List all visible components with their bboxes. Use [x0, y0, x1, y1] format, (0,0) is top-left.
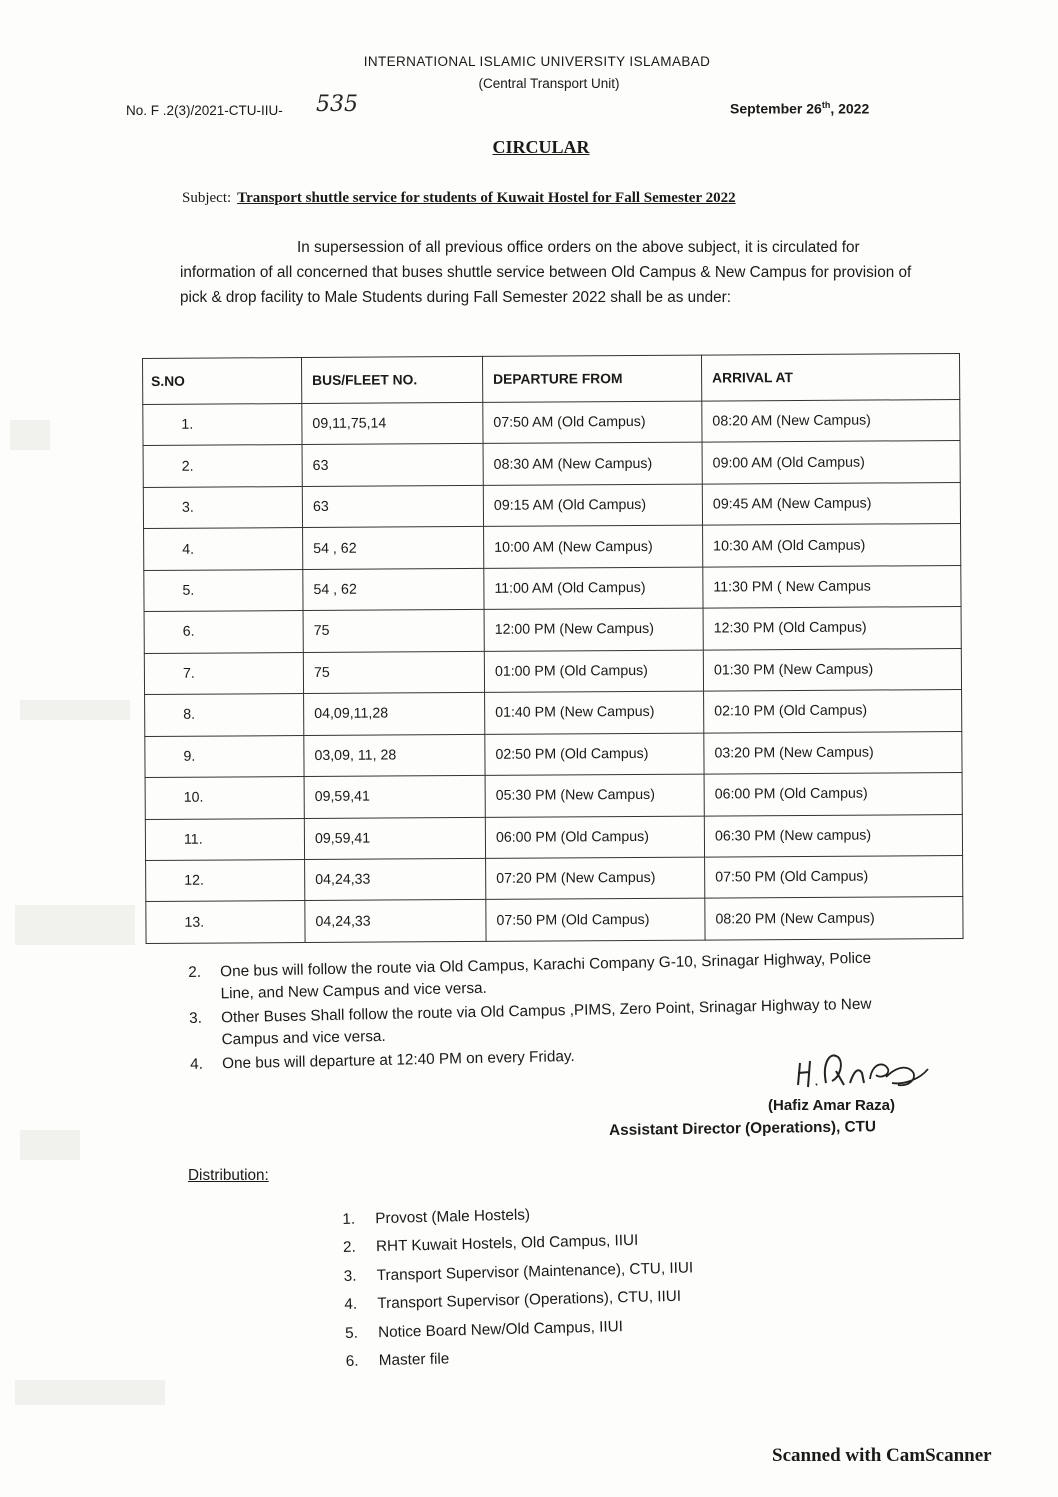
- cell-bus-fleet: [302, 402, 483, 445]
- cell-departure: [484, 650, 703, 693]
- cell-departure: [483, 401, 702, 444]
- circular-title: CIRCULAR: [492, 137, 590, 157]
- cell-bus-fleet: [302, 485, 483, 528]
- note-text: Other Buses Shall follow the route via Old Campus ,PIMS, Zero Point, Srinagar Highway to New Campus and vice versa.: [220, 995, 872, 1049]
- cell-sno: [143, 486, 302, 528]
- cell-arrival-text: 03:20 PM (New Campus): [714, 744, 874, 762]
- cell-bus-fleet: [304, 693, 485, 736]
- cell-departure-text: 01:00 PM (Old Campus): [494, 662, 648, 680]
- cell-bus-fleet-text: 54 , 62: [313, 581, 357, 598]
- handwritten-ref-number: 535: [316, 92, 358, 117]
- cell-departure-text: 02:50 PM (Old Campus): [495, 745, 649, 763]
- table-row: [144, 565, 961, 611]
- cell-sno-text: 3.: [181, 499, 194, 516]
- distribution-text: Provost (Male Hostels): [375, 1206, 531, 1228]
- cell-arrival-text: 09:00 AM (Old Campus): [712, 454, 865, 472]
- cell-sno: [145, 777, 304, 819]
- cell-sno-text: 10.: [183, 789, 204, 807]
- cell-sno-text: 13.: [184, 914, 205, 931]
- cell-arrival-text: 06:00 PM (Old Campus): [714, 785, 868, 803]
- cell-arrival: [704, 773, 962, 816]
- distribution-number: 4.: [344, 1295, 358, 1314]
- distribution-number: 3.: [343, 1267, 357, 1285]
- cell-bus-fleet: [305, 858, 486, 901]
- scan-smudge: [20, 1130, 80, 1160]
- circular-date: September 26th, 2022: [730, 100, 870, 117]
- distribution-text: Notice Board New/Old Campus, IIUI: [377, 1317, 624, 1341]
- cell-sno-text: 11.: [183, 831, 203, 848]
- note-number: 3.: [189, 1009, 203, 1027]
- cell-departure-text: 01:40 PM (New Campus): [495, 704, 655, 722]
- table-row: [144, 648, 961, 694]
- cell-arrival: [702, 400, 960, 443]
- scan-smudge: [20, 700, 130, 720]
- cell-arrival-text: 11:30 PM ( New Campus: [713, 578, 871, 596]
- distribution-list: [342, 1197, 696, 1376]
- reference-number: No. F .2(3)/2021-CTU-IIU-: [126, 103, 283, 118]
- note-text: One bus will departure at 12:40 PM on every Friday.: [221, 1047, 575, 1073]
- cell-departure: [485, 816, 704, 859]
- cell-arrival-text: 08:20 PM (New Campus): [715, 910, 875, 928]
- note-text: One bus will follow the route via Old Campus, Karachi Company G-10, Srinagar Highway, Police Line, and New Campus and vice versa.: [220, 949, 872, 1003]
- signatory-designation: Assistant Director (Operations), CTU: [609, 1118, 877, 1139]
- cell-arrival-text: 02:10 PM (Old Campus): [714, 702, 868, 720]
- cell-bus-fleet-text: 04,09,11,28: [314, 705, 389, 723]
- cell-sno: [146, 901, 305, 944]
- cell-arrival: [702, 441, 960, 484]
- cell-bus-fleet: [304, 775, 485, 818]
- cell-arrival-text: 01:30 PM (New Campus): [713, 661, 874, 679]
- cell-sno-text: 4.: [182, 541, 195, 558]
- distribution-text: Transport Supervisor (Maintenance), CTU, IIUI: [376, 1259, 694, 1284]
- header-bus-fleet: BUS/FLEET NO.: [302, 356, 483, 403]
- subject-line: [182, 190, 736, 207]
- cell-sno-text: 9.: [183, 748, 196, 765]
- cell-arrival-text: 12:30 PM (Old Campus): [713, 620, 867, 637]
- cell-sno: [145, 735, 304, 777]
- scan-smudge: [15, 1380, 165, 1405]
- distribution-text: Master file: [378, 1350, 450, 1370]
- cell-arrival-text: 08:20 AM (New Campus): [712, 412, 871, 430]
- cell-bus-fleet-text: 09,59,41: [314, 788, 370, 806]
- cell-bus-fleet: [303, 527, 484, 570]
- cell-arrival: [703, 607, 961, 650]
- cell-departure-text: 12:00 PM (New Campus): [494, 621, 654, 639]
- distribution-title: Distribution:: [188, 1167, 269, 1184]
- cell-sno: [145, 694, 304, 736]
- cell-departure-text: 08:30 AM (New Campus): [493, 455, 653, 473]
- subject-text: Transport shuttle service for students of Kuwait Hostel for Fall Semester 2022: [237, 190, 736, 206]
- cell-sno: [144, 569, 303, 611]
- cell-bus-fleet-text: 63: [312, 498, 329, 516]
- table-row: [145, 773, 962, 819]
- table-row: [143, 441, 960, 487]
- cell-bus-fleet: [303, 610, 484, 653]
- cell-sno: [143, 404, 302, 446]
- table-row: [145, 814, 962, 860]
- distribution-number: 5.: [344, 1324, 359, 1342]
- cell-sno-text: 12.: [184, 872, 204, 889]
- cell-bus-fleet: [303, 651, 484, 694]
- camscanner-watermark: Scanned with CamScanner: [772, 1445, 992, 1466]
- cell-bus-fleet-text: 63: [312, 457, 329, 474]
- cell-arrival: [705, 855, 963, 898]
- cell-bus-fleet-text: 09,11,75,14: [312, 415, 387, 433]
- cell-bus-fleet-text: 75: [313, 623, 330, 640]
- unit-name: (Central Transport Unit): [478, 76, 620, 91]
- table-row: [143, 400, 960, 446]
- cell-departure: [486, 899, 705, 942]
- university-name: INTERNATIONAL ISLAMIC UNIVERSITY ISLAMABAD: [363, 54, 711, 69]
- table-row: [145, 731, 962, 777]
- cell-departure-text: 10:00 AM (New Campus): [494, 538, 653, 556]
- schedule-table: [142, 353, 964, 944]
- cell-bus-fleet-text: 75: [313, 664, 330, 681]
- cell-departure: [484, 567, 703, 610]
- cell-departure-text: 07:20 PM (New Campus): [496, 870, 656, 888]
- table-header-row: [143, 354, 960, 405]
- header-sno: S.NO: [143, 358, 302, 405]
- cell-bus-fleet-text: 04,24,33: [315, 871, 371, 889]
- cell-bus-fleet: [304, 734, 485, 777]
- cell-departure: [484, 608, 703, 651]
- cell-bus-fleet: [303, 568, 484, 611]
- cell-sno-text: 6.: [182, 624, 195, 641]
- cell-bus-fleet-text: 54 , 62: [313, 540, 357, 557]
- cell-departure: [486, 857, 705, 900]
- signatory-name: (Hafiz Amar Raza): [768, 1097, 895, 1114]
- cell-departure-text: 11:00 AM (Old Campus): [494, 579, 646, 597]
- cell-arrival: [703, 648, 961, 691]
- cell-departure: [485, 691, 704, 734]
- note-number: 2.: [188, 963, 202, 981]
- cell-arrival: [703, 565, 961, 608]
- cell-sno: [146, 860, 305, 902]
- cell-departure-text: 07:50 PM (Old Campus): [496, 911, 650, 929]
- scan-smudge: [10, 420, 50, 450]
- table-row: [146, 855, 963, 901]
- cell-arrival: [703, 524, 961, 567]
- header-arrival: ARRIVAL AT: [701, 354, 959, 402]
- cell-sno-text: 5.: [182, 582, 195, 599]
- table-row: [143, 482, 960, 528]
- distribution-number: 2.: [342, 1239, 356, 1257]
- distribution-number: 1.: [342, 1210, 356, 1228]
- cell-bus-fleet-text: 04,24,33: [315, 913, 371, 930]
- cell-sno-text: 7.: [182, 665, 195, 682]
- cell-sno-text: 8.: [183, 707, 196, 724]
- cell-arrival: [704, 731, 962, 774]
- cell-bus-fleet-text: 03,09, 11, 28: [314, 747, 397, 764]
- distribution-number: 6.: [345, 1352, 359, 1370]
- cell-departure: [485, 733, 704, 776]
- cell-arrival: [702, 482, 960, 525]
- cell-arrival-text: 09:45 AM (New Campus): [712, 495, 872, 513]
- cell-departure: [485, 774, 704, 817]
- note-number: 4.: [189, 1055, 204, 1073]
- cell-bus-fleet-text: 09,59,41: [314, 830, 371, 847]
- cell-arrival: [704, 814, 962, 857]
- cell-bus-fleet: [305, 900, 486, 943]
- cell-departure: [484, 525, 703, 568]
- table-row: [144, 524, 961, 570]
- table-row: [144, 607, 961, 653]
- distribution-text: RHT Kuwait Hostels, Old Campus, IIUI: [375, 1232, 639, 1256]
- cell-arrival-text: 06:30 PM (New campus): [714, 827, 872, 845]
- cell-departure: [483, 484, 702, 527]
- cell-departure-text: 07:50 AM (Old Campus): [493, 414, 646, 432]
- cell-sno: [144, 652, 303, 694]
- cell-sno: [145, 818, 304, 860]
- cell-sno-text: 1.: [181, 416, 194, 433]
- schedule-table-wrap: [142, 353, 964, 944]
- cell-departure-text: 05:30 PM (New Campus): [495, 787, 656, 805]
- cell-arrival: [705, 897, 963, 940]
- cell-bus-fleet: [302, 444, 483, 487]
- cell-arrival-text: 07:50 PM (Old Campus): [715, 868, 869, 886]
- cell-arrival-text: 10:30 AM (Old Campus): [713, 537, 866, 555]
- cell-departure-text: 06:00 PM (Old Campus): [495, 828, 649, 846]
- cell-bus-fleet: [304, 817, 485, 860]
- distribution-text: Transport Supervisor (Operations), CTU, IIUI: [377, 1287, 682, 1313]
- table-row: [145, 690, 962, 736]
- subject-label: Subject:: [182, 190, 232, 206]
- cell-departure: [483, 443, 702, 486]
- cell-sno: [143, 445, 302, 487]
- cell-sno: [144, 611, 303, 653]
- cell-sno: [144, 528, 303, 570]
- intro-paragraph: In supersession of all previous office orders on the above subject, it is circulated for information of all concerned that buses shuttle service between Old Campus & New Campus for provision of pick & drop facility to Male Students during Fall Semester 2022 shall be as under:: [180, 239, 912, 306]
- cell-departure-text: 09:15 AM (Old Campus): [493, 497, 647, 514]
- table-row: [146, 897, 963, 944]
- header-departure: DEPARTURE FROM: [482, 355, 701, 402]
- handwritten-signature: [792, 1043, 932, 1093]
- scan-smudge: [15, 905, 135, 945]
- cell-sno-text: 2.: [181, 458, 194, 475]
- cell-arrival: [704, 690, 962, 733]
